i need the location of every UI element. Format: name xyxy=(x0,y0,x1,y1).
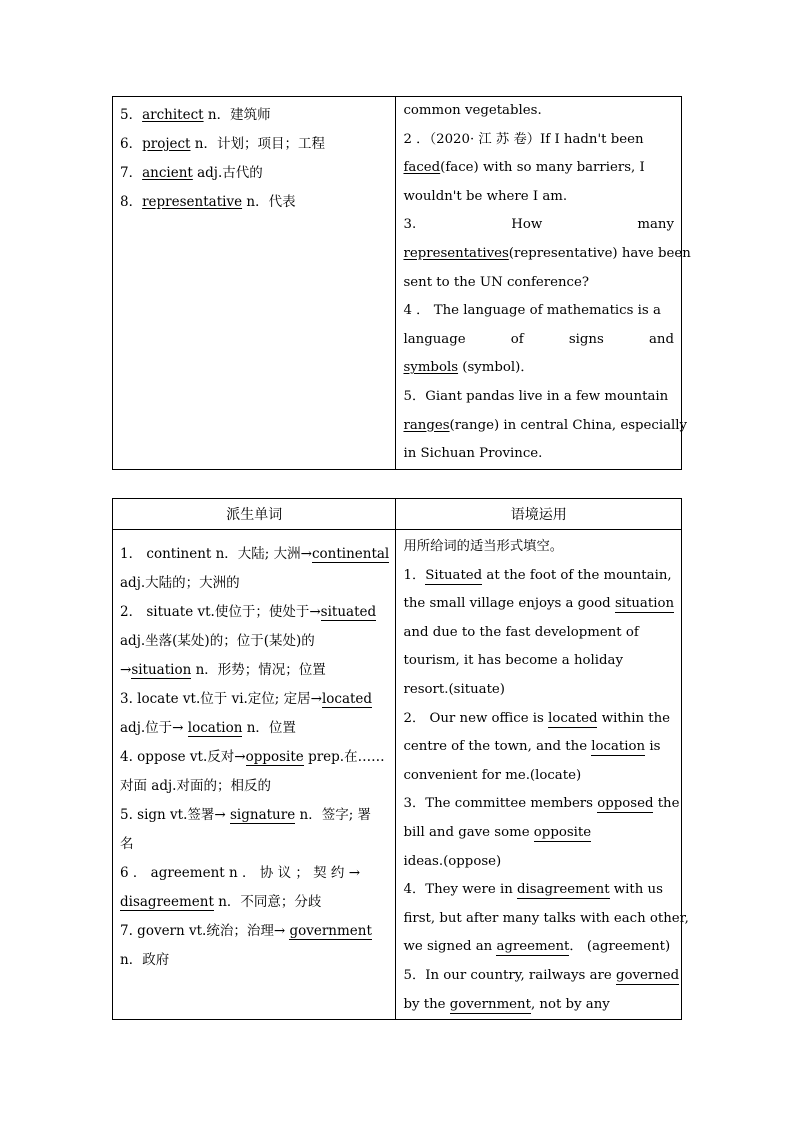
header-context-usage: 语境运用 xyxy=(396,499,682,530)
context-exercise-cell xyxy=(396,530,689,1020)
answer-blank: situated xyxy=(320,604,377,620)
word-entry: 7．ancient adj.古代的 xyxy=(120,165,263,181)
derived-entry: adj.位于→ location n．位置 xyxy=(120,720,296,736)
word-entry: 8．representative n．代表 xyxy=(120,194,296,210)
exercise-line: we signed an agreement． (agreement) xyxy=(403,939,671,955)
derived-entry: 2． situate vt.使位于；使处于→situated xyxy=(120,604,377,620)
derived-entry: 对面 adj.对面的；相反的 xyxy=(120,778,271,794)
exercise-line: language of signs and xyxy=(403,331,674,347)
exercise-line: centre of the town, and the location is xyxy=(403,739,661,755)
answer-blank: opposite xyxy=(245,749,304,765)
derived-entry: n．政府 xyxy=(120,952,170,968)
derived-entry: 5. sign vt.签署→ signature n．签字; 署 xyxy=(120,807,372,823)
exercise-line: first, but after many talks with each other, xyxy=(403,910,689,926)
answer-blank: situation xyxy=(131,662,192,678)
exercise-line: 4 ． The language of mathematics is a xyxy=(403,303,661,319)
exercise-line: 4．They were in disagreement with us xyxy=(403,882,663,898)
exercise-line: 2 ．（2020· 江 苏 卷）If I hadn't been xyxy=(403,131,644,147)
derived-entry: adj.大陆的；大洲的 xyxy=(120,575,240,591)
answer-blank: ranges xyxy=(403,417,450,433)
exercise-line: bill and gave some opposite xyxy=(403,824,592,840)
exercise-line: resort.(situate) xyxy=(403,681,505,697)
derived-words-cell xyxy=(113,530,396,1020)
exercise-line: faced(face) with so many barriers, I xyxy=(403,160,645,176)
exercise-line: in Sichuan Province. xyxy=(403,446,543,462)
answer-blank: continental xyxy=(311,546,390,562)
exercise-line: 2． Our new office is located within the xyxy=(403,710,671,726)
answer-blank: disagreement xyxy=(517,882,610,898)
derived-entry: 1． continent n．大陆; 大洲→continental xyxy=(120,546,390,562)
exercise-line: ranges(range) in central China, especially xyxy=(403,417,688,433)
derived-entry: adj.坐落(某处)的；位于(某处)的 xyxy=(120,633,315,649)
exercise-line: 5．Giant pandas live in a few mountain xyxy=(403,388,669,404)
answer-blank: opposed xyxy=(597,796,654,812)
exercise-line: by the government, not by any xyxy=(403,996,610,1012)
exercise-line: the small village enjoys a good situation xyxy=(403,596,675,612)
answer-blank: opposite xyxy=(533,824,592,840)
answer-blank: Situated xyxy=(425,567,483,583)
answer-blank: representatives xyxy=(403,245,509,261)
derived-entry: 4. oppose vt.反对→opposite prep.在…… xyxy=(120,749,385,765)
exercise-line: sent to the UN conference? xyxy=(403,274,589,290)
vocabulary-table-top xyxy=(112,96,691,470)
exercise-line: symbols (symbol)． xyxy=(403,360,534,376)
answer-blank: located xyxy=(321,691,373,707)
instruction-text: 用所给词的适当形式填空。 xyxy=(403,539,564,554)
exercise-cell xyxy=(396,97,691,470)
word-entry: 6．project n．计划；项目；工程 xyxy=(120,136,325,152)
exercise-line: 3．The committee members opposed the xyxy=(403,796,680,812)
answer-blank: situation xyxy=(614,596,675,612)
exercise-line: 1．Situated at the foot of the mountain, xyxy=(403,567,672,583)
derived-entry: 7. govern vt.统治；治理→ government xyxy=(120,923,372,939)
answer-blank: agreement xyxy=(496,939,570,955)
exercise-line: ideas.(oppose) xyxy=(403,853,502,869)
answer-blank: located xyxy=(548,710,598,726)
exercise-line: representatives(representative) have been xyxy=(403,245,691,261)
answer-blank: government xyxy=(449,996,531,1012)
header-derived-words: 派生单词 xyxy=(113,499,396,530)
word-entry: 5．architect n．建筑师 xyxy=(120,107,271,123)
exercise-line: 5．In our country, railways are governed xyxy=(403,967,680,983)
answer-blank: location xyxy=(187,720,243,736)
answer-blank: symbols xyxy=(403,360,459,376)
answer-blank: governed xyxy=(615,967,680,983)
answer-blank: signature xyxy=(230,807,296,823)
derived-entry: 名 xyxy=(120,836,134,852)
exercise-line: and due to the fast development of xyxy=(403,624,639,640)
derived-entry: disagreement n．不同意；分歧 xyxy=(120,894,322,910)
answer-blank: faced xyxy=(403,160,441,176)
derived-entry: 3. locate vt.位于 vi.定位; 定居→located xyxy=(120,691,373,707)
exercise-line: wouldn't be where I am. xyxy=(403,188,568,204)
exercise-line: 3. How many xyxy=(403,217,674,233)
answer-blank: government xyxy=(289,923,372,939)
exercise-line: tourism, it has become a holiday xyxy=(403,653,623,669)
derived-entry: 6 ． agreement n ． 协 议 ； 契 约 → xyxy=(120,865,361,881)
vocabulary-table-derived xyxy=(112,498,689,1020)
answer-blank: disagreement xyxy=(120,894,214,910)
answer-blank: location xyxy=(591,739,646,755)
word-list-cell xyxy=(113,97,396,470)
exercise-line: convenient for me.(locate) xyxy=(403,767,582,783)
derived-entry: →situation n．形势；情况；位置 xyxy=(120,662,326,678)
exercise-line: common vegetables. xyxy=(403,103,542,118)
